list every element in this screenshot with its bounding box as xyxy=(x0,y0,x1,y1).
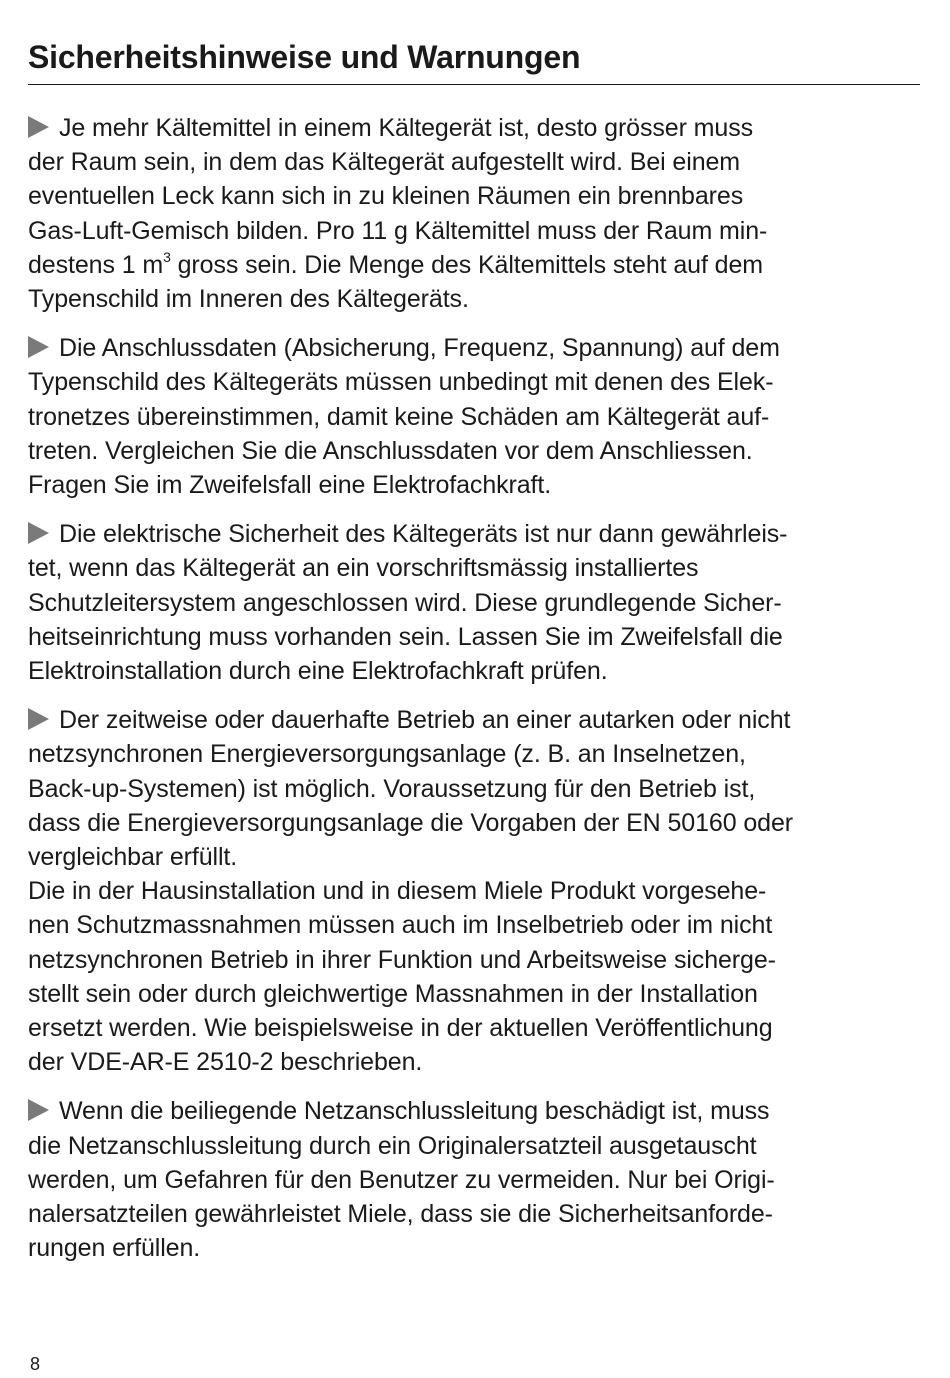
text-line: die Netzanschlussleitung durch ein Originalersatzteil ausgetauscht xyxy=(28,1131,757,1160)
text-line: Schutzleitersystem angeschlossen wird. Diese grundlegende Sicher- xyxy=(28,588,782,617)
text-line: netzsynchronen Betrieb in ihrer Funktion und Arbeitsweise sicherge- xyxy=(28,945,776,974)
text-line: Typenschild des Kältegeräts müssen unbedingt mit denen des Elek- xyxy=(28,368,774,397)
text-line: werden, um Gefahren für den Benutzer zu vermeiden. Nur bei Origi- xyxy=(28,1165,775,1194)
text-line: netzsynchronen Energieversorgungsanlage (z. B. an Inselnetzen, xyxy=(28,740,746,769)
triangle-bullet-icon xyxy=(28,708,49,730)
text-line: Die in der Hausinstallation und in diesem Miele Produkt vorgesehe- xyxy=(28,877,767,906)
text-line: rungen erfüllen. xyxy=(28,1234,201,1263)
text-line: stellt sein oder durch gleichwertige Massnahmen in der Installation xyxy=(28,979,758,1008)
text-line: Elektroinstallation durch eine Elektrofachkraft prüfen. xyxy=(28,657,608,686)
safety-note-power-cable xyxy=(28,1094,920,1265)
text-line-content: Wenn die beiliegende Netzanschlussleitung beschädigt ist, muss xyxy=(59,1097,770,1126)
text-line: der VDE-AR-E 2510-2 beschrieben. xyxy=(28,1048,423,1077)
text-line: heitseinrichtung muss vorhanden sein. Lassen Sie im Zweifelsfall die xyxy=(28,622,783,651)
safety-note-refrigerant xyxy=(28,111,920,316)
text-line: nen Schutzmassnahmen müssen auch im Inselbetrieb oder im nicht xyxy=(28,911,773,940)
page-title: Sicherheitshinweise und Warnungen xyxy=(28,30,920,85)
text-line: Fragen Sie im Zweifelsfall eine Elektrofachkraft. xyxy=(28,471,552,500)
text-line: eventuellen Leck kann sich in zu kleinen Räumen ein brennbares xyxy=(28,182,744,211)
text-line: Back-up-Systemen) ist möglich. Voraussetzung für den Betrieb ist, xyxy=(28,774,756,803)
safety-notes xyxy=(28,111,920,1266)
text-line-content: Die Anschlussdaten (Absicherung, Frequenz, Spannung) auf dem xyxy=(59,334,780,363)
text-line xyxy=(28,1094,920,1128)
text-line xyxy=(28,248,920,282)
text-line: ersetzt werden. Wie beispielsweise in der aktuellen Veröffentlichung xyxy=(28,1014,773,1043)
text-line-content: destens 1 m xyxy=(28,250,164,279)
text-line xyxy=(28,331,920,365)
text-line-content: Die elektrische Sicherheit des Kältegeräts ist nur dann gewährleis- xyxy=(59,520,788,549)
document-page xyxy=(28,30,920,1281)
safety-note-connection-data xyxy=(28,331,920,502)
text-line-content: gross sein. Die Menge des Kältemittels steht auf dem xyxy=(170,250,763,279)
triangle-bullet-icon xyxy=(28,522,49,544)
triangle-bullet-icon xyxy=(28,1099,49,1121)
superscript: 3 xyxy=(163,248,171,265)
safety-note-island-operation xyxy=(28,703,920,1079)
text-line: vergleichbar erfüllt. xyxy=(28,843,238,872)
text-line xyxy=(28,111,920,145)
triangle-bullet-icon xyxy=(28,116,49,138)
text-line: der Raum sein, in dem das Kältegerät aufgestellt wird. Bei einem xyxy=(28,148,741,177)
text-line: treten. Vergleichen Sie die Anschlussdaten vor dem Anschliessen. xyxy=(28,436,753,465)
text-line: Gas-Luft-Gemisch bilden. Pro 11 g Kältemittel muss der Raum min- xyxy=(28,216,768,245)
text-line xyxy=(28,517,920,551)
text-line-content: Je mehr Kältemittel in einem Kältegerät ist, desto grösser muss xyxy=(59,114,753,142)
page-number: 8 xyxy=(30,1354,41,1374)
text-line-content: Der zeitweise oder dauerhafte Betrieb an einer autarken oder nicht xyxy=(59,706,791,735)
text-line: nalersatzteilen gewährleistet Miele, dass sie die Sicherheitsanforde- xyxy=(28,1200,773,1229)
text-line: tronetzes übereinstimmen, damit keine Schäden am Kältegerät auf- xyxy=(28,402,770,431)
text-line: Typenschild im Inneren des Kältegeräts. xyxy=(28,285,469,314)
triangle-bullet-icon xyxy=(28,336,49,358)
text-line: dass die Energieversorgungsanlage die Vorgaben der EN 50160 oder xyxy=(28,808,793,837)
text-line xyxy=(28,703,920,737)
safety-note-electrical-safety xyxy=(28,517,920,688)
text-line: tet, wenn das Kältegerät an ein vorschriftsmässig installiertes xyxy=(28,554,699,583)
